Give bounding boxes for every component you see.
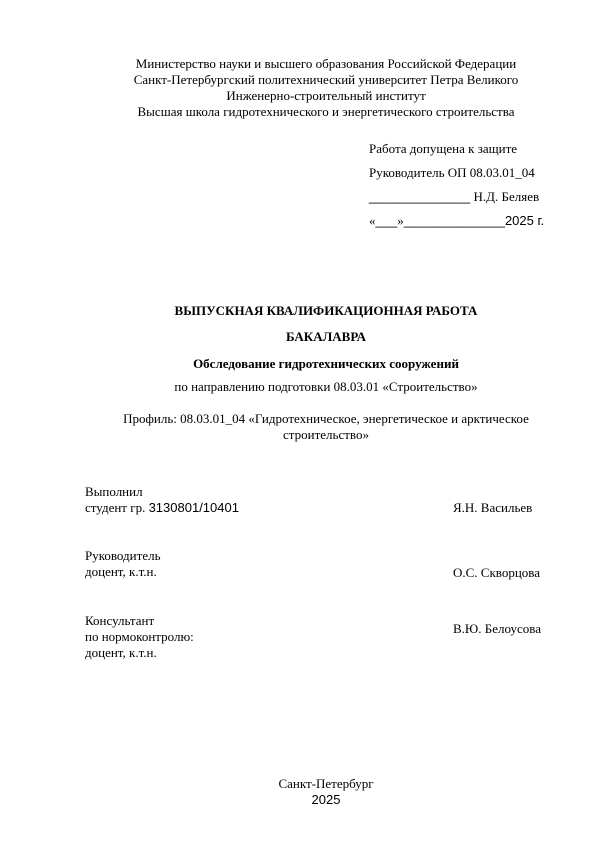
- head-name: Н.Д. Беляев: [473, 189, 540, 204]
- institute-line: Инженерно-строительный институт: [226, 88, 426, 103]
- performer-group: 3130801/10401: [148, 500, 239, 515]
- supervisor-name: О.С. Скворцова: [453, 565, 541, 580]
- university-line: Санкт-Петербургский политехнический университет Петра Великого: [133, 72, 519, 87]
- title-line-1: ВЫПУСКНАЯ КВАЛИФИКАЦИОННАЯ РАБОТА: [174, 303, 478, 318]
- approval-block: [369, 137, 544, 233]
- date-year: 2025 г.: [504, 213, 545, 228]
- thesis-subject: Обследование гидротехнических сооружений: [193, 356, 459, 371]
- study-profile: Профиль: 08.03.01_04 «Гидротехническое, энергетическое и арктическое строительство»: [123, 411, 529, 442]
- consultant-role-detail: по нормоконтролю:: [85, 629, 194, 644]
- consultant-position: доцент, к.т.н.: [85, 645, 157, 660]
- page-footer: [0, 776, 595, 808]
- performer-name: Я.Н. Васильев: [453, 500, 533, 515]
- supervisor-position: доцент, к.т.н.: [85, 564, 157, 579]
- ministry-line: Министерство науки и высшего образования Российской Федерации: [135, 56, 517, 71]
- date-month-blank: ______________: [403, 213, 505, 228]
- organization-header: [0, 56, 595, 120]
- performer-block: [85, 484, 239, 516]
- approval-date: [369, 209, 544, 233]
- date-open-quote: «: [369, 213, 376, 228]
- supervisor-role: Руководитель: [85, 548, 161, 563]
- school-line: Высшая школа гидротехнического и энергетического строительства: [137, 104, 515, 119]
- supervisor-block: [85, 548, 161, 580]
- consultant-role: Консультант: [85, 613, 155, 628]
- performer-position: студент гр. 3130801/10401: [85, 500, 239, 515]
- head-position: Руководитель ОП 08.03.01_04: [369, 165, 535, 180]
- admitted-text: Работа допущена к защите: [369, 141, 518, 156]
- head-signature-row: [369, 185, 544, 209]
- date-close-quote: »: [397, 213, 404, 228]
- study-direction: по направлению подготовки 08.03.01 «Строительство»: [174, 379, 478, 394]
- performer-role: Выполнил: [85, 484, 143, 499]
- title-line-2: БАКАЛАВРА: [285, 329, 367, 344]
- consultant-block: [85, 613, 194, 661]
- date-day-blank: ___: [375, 213, 398, 228]
- consultant-name: В.Ю. Белоусова: [453, 621, 542, 636]
- signature-line: ______________: [369, 189, 471, 204]
- document-title: [0, 298, 595, 350]
- footer-city: Санкт-Петербург: [278, 776, 374, 791]
- footer-year: 2025: [311, 792, 341, 807]
